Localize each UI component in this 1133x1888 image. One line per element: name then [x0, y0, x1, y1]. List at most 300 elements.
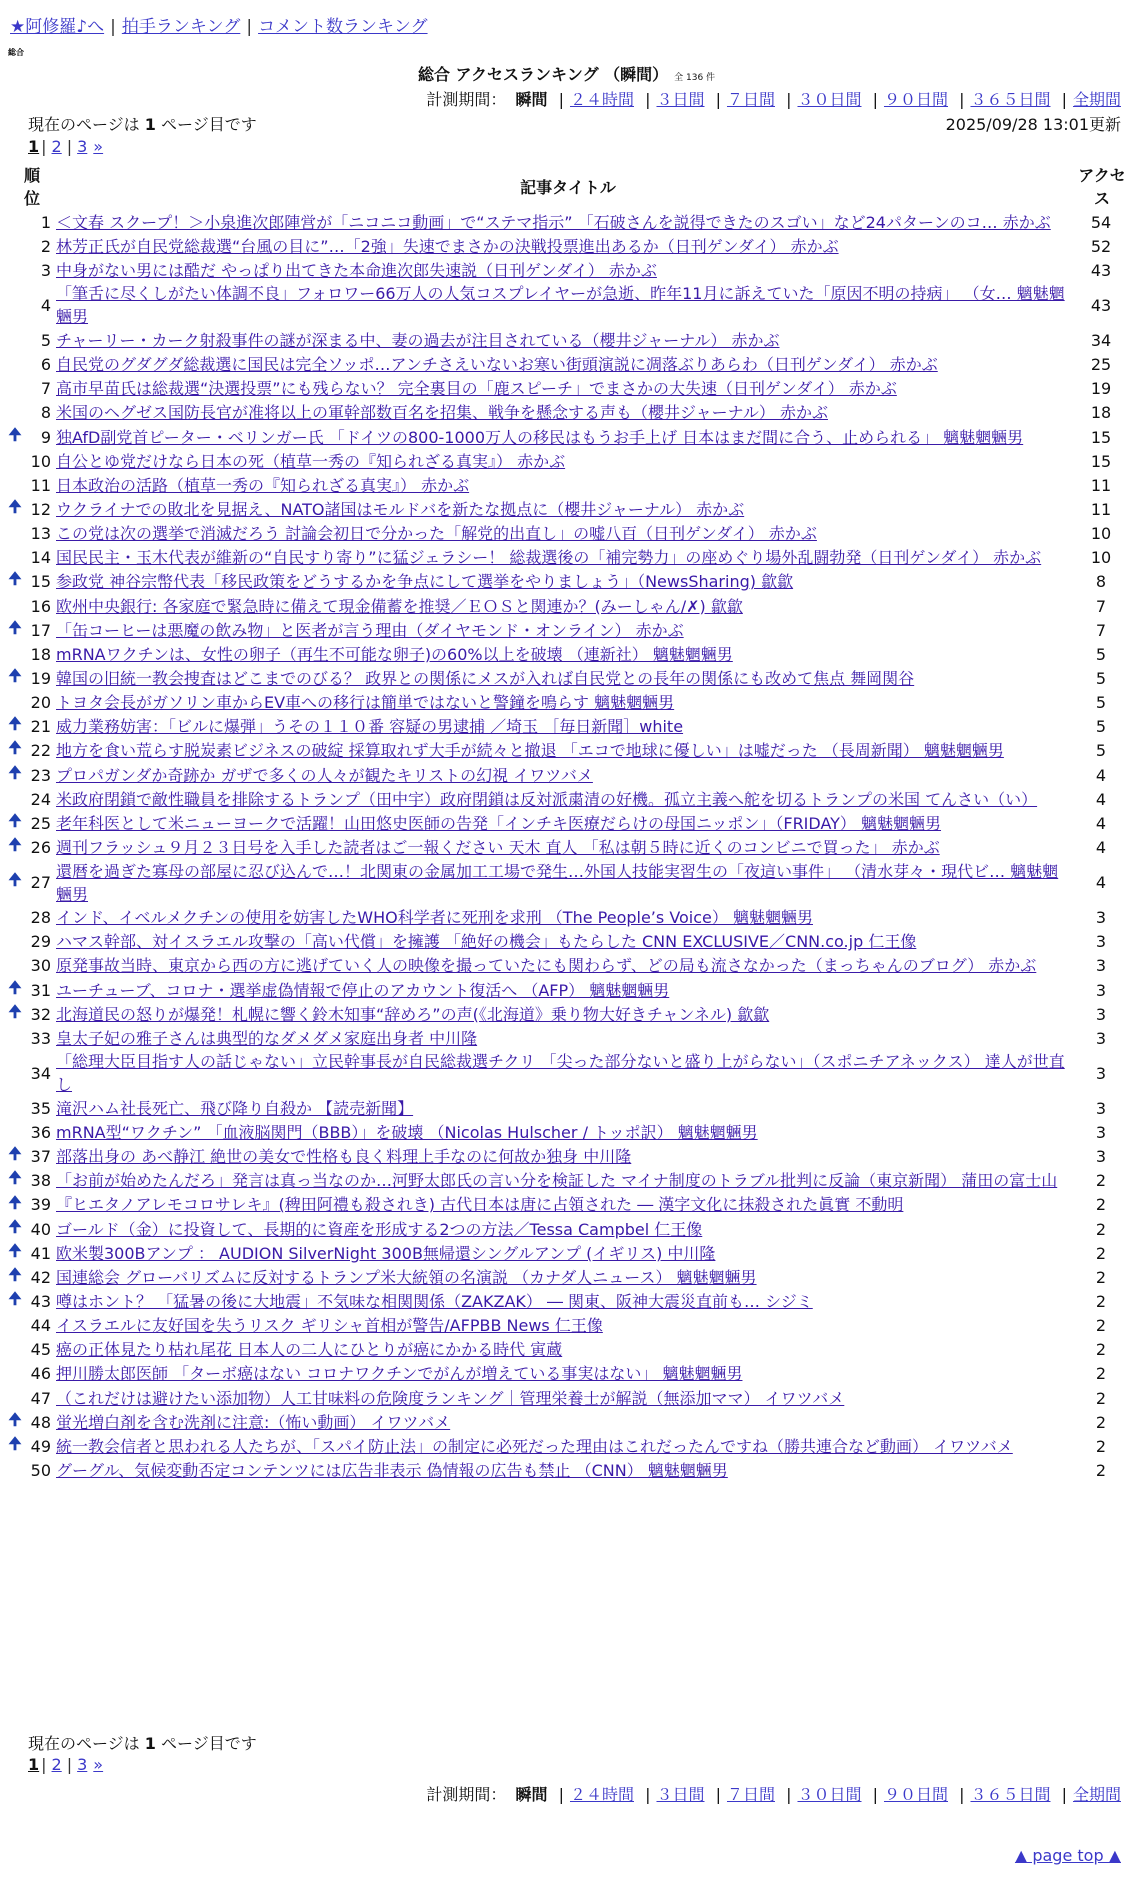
article-title-cell	[54, 667, 1069, 690]
article-title-cell	[54, 1411, 1069, 1434]
access-count: 2	[1095, 1219, 1107, 1239]
period-24h-link[interactable]: ２４時間	[569, 90, 634, 109]
article-title-cell	[54, 643, 1069, 666]
access-count: 52	[1090, 236, 1112, 256]
table-row	[0, 666, 1133, 690]
article-title-cell	[54, 1266, 1069, 1289]
article-title-cell	[54, 546, 1069, 569]
ranking-table	[0, 210, 1133, 1483]
table-row	[0, 954, 1133, 978]
rank-number: 22	[30, 741, 51, 761]
table-row	[0, 739, 1133, 763]
rank-number: 43	[30, 1292, 51, 1312]
access-count: 25	[1090, 355, 1112, 375]
article-link[interactable]: 高市早苗氏は総裁選“決選投票”にも残らない？ 完全裏目の「鹿スピーチ」でまさかの大失速（日刊ゲンダイ） 赤かぶ	[56, 379, 897, 399]
article-link[interactable]: 欧州中央銀行: 各家庭で緊急時に備えて現金備蓄を推奨／ＥＯＳと関連か？(みーしゃん/✗) 歙歙	[56, 596, 743, 616]
table-row	[0, 1193, 1133, 1217]
top-nav	[10, 12, 428, 37]
access-count: 3	[1095, 1063, 1107, 1083]
article-title-cell	[54, 1193, 1069, 1216]
article-link[interactable]: 部落出身の あべ静江 絶世の美女で性格も良く料理上手なのに何故か独身 中川隆	[56, 1147, 632, 1167]
access-count: 4	[1095, 765, 1107, 785]
rank-number: 49	[30, 1436, 51, 1456]
table-row	[0, 497, 1133, 521]
article-link[interactable]: ＜文春 スクープ！＞小泉進次郎陣営が「ニコニコ動画」で“ステマ指示” 「石破さんを説得できたのスゴい」など24パターンのコ… 赤かぶ	[56, 212, 1051, 232]
table-row	[0, 835, 1133, 859]
article-link[interactable]: 「お前が始めたんだろ」発言は真っ当なのか…河野太郎氏の言い分を検証した マイナ制度のトラブル批判に反論（東京新聞） 蒲田の富士山	[56, 1171, 1058, 1191]
article-title-cell	[54, 329, 1069, 352]
rank-number: 18	[30, 644, 51, 664]
table-row	[0, 210, 1133, 234]
access-count: 10	[1090, 524, 1112, 544]
table-row	[0, 1050, 1133, 1096]
article-title-cell	[54, 522, 1069, 545]
up-arrow-icon: 🠉	[8, 569, 22, 589]
article-link[interactable]: 統一教会信者と思われる人たちが、「スパイ防止法」の制定に必死だった理由はこれだったんですね（勝共連合など動画） イワツバメ	[56, 1436, 1013, 1456]
rank-number: 27	[30, 873, 51, 893]
period-selector-bottom: 計測期間： 瞬間 | ２４時間 | ３日間 | ７日間 | ３０日間 | ９０日間 | ３６５日間 | 全期間	[426, 1785, 1121, 1804]
page-top-link-wrap	[1015, 1846, 1121, 1865]
access-count: 5	[1095, 644, 1107, 664]
article-title-cell	[54, 930, 1069, 953]
article-title-cell	[54, 812, 1069, 835]
rank-number: 35	[30, 1098, 51, 1118]
up-arrow-icon: 🠉	[8, 714, 22, 734]
article-link[interactable]: チャーリー・カーク射殺事件の謎が深まる中、妻の過去が注目されている（櫻井ジャーナル） 赤かぶ	[56, 330, 780, 350]
pager-page-2[interactable]: 2	[51, 1755, 62, 1774]
period-selector-top: 計測期間： 瞬間 | ２４時間 | ３日間 | ７日間 | ３０日間 | ９０日間 | ３６５日間 | 全期間	[426, 90, 1121, 109]
article-title-cell	[54, 1242, 1069, 1265]
article-title-cell	[54, 1145, 1069, 1168]
article-link[interactable]: プロパガンダか奇跡か ガザで多くの人々が観たキリストの幻視 イワツバメ	[56, 765, 593, 785]
article-link[interactable]: 米政府閉鎖で敵性職員を排除するトランプ（田中宇）政府閉鎖は反対派粛清の好機。孤立主義へ舵を切るトランプの米国 てんさい（い）	[56, 789, 1038, 809]
rank-number: 9	[40, 427, 51, 447]
article-title-cell	[54, 1362, 1069, 1385]
access-count: 5	[1095, 693, 1107, 713]
article-title-cell	[54, 1097, 1069, 1120]
access-count: 4	[1095, 789, 1107, 809]
access-count: 19	[1090, 379, 1112, 399]
article-title-cell	[54, 353, 1069, 376]
pager-current: 1	[28, 137, 40, 156]
rank-number: 14	[30, 548, 51, 568]
up-arrow-icon: 🠉	[8, 1409, 22, 1429]
period-3d-link[interactable]: ３日間	[656, 90, 705, 109]
table-row	[0, 1338, 1133, 1362]
article-link[interactable]: 自民党のグダグダ総裁選に国民は完全ソッポ…アンチさえいないお寒い街頭演説に凋落ぶりあらわ（日刊ゲンダイ） 赤かぶ	[56, 355, 938, 375]
pager-next[interactable]: »	[93, 137, 104, 156]
article-link[interactable]: 週刊フラッシュ９月２３日号を入手した読者はご一報ください 天木 直人 「私は朝５時に近くのコンビニで買った」 赤かぶ	[56, 837, 940, 857]
rank-number: 1	[40, 212, 51, 232]
article-title-cell	[54, 1338, 1069, 1361]
article-title-cell	[54, 259, 1069, 282]
article-link[interactable]: 自公とゆ党だけなら日本の死（植草一秀の『知られざる真実』） 赤かぶ	[56, 451, 566, 471]
table-row	[0, 1386, 1133, 1410]
article-link[interactable]: 『ヒエタノアレモコロサレキ』(稗田阿禮も殺されき) 古代日本は唐に占領された ― 漢字文化に抹殺された眞實 不動明	[56, 1195, 904, 1215]
rank-number: 30	[30, 956, 51, 976]
article-link[interactable]: 地方を食い荒らす脱炭素ビジネスの破綻 採算取れず大手が続々と撤退 「エコで地球に優しい」は嘘だった （長周新聞） 魑魅魍魎男	[56, 741, 1004, 761]
access-count: 2	[1095, 1316, 1107, 1336]
period-90d-link[interactable]: ９０日間	[883, 90, 948, 109]
pager-page-3[interactable]: 3	[77, 1755, 88, 1774]
access-count: 3	[1095, 908, 1107, 928]
article-link[interactable]: イスラエルに友好国を失うリスク ギリシャ首相が警告/AFPBB News 仁王像	[56, 1316, 603, 1336]
access-count: 34	[1090, 330, 1112, 350]
article-link[interactable]: ウクライナでの敗北を見据え、NATO諸国はモルドバを新たな拠点に（櫻井ジャーナル） 赤かぶ	[56, 499, 745, 519]
article-link[interactable]: 「筆舌に尽くしがたい体調不良」フォロワー66万人の人気コスプレイヤーが急逝、昨年11月に訴えていた「原因不明の持病」 （女… 魑魅魍魎男	[56, 284, 1065, 327]
up-arrow-icon: 🠉	[8, 617, 22, 637]
table-row	[0, 860, 1133, 906]
access-count: 2	[1095, 1364, 1107, 1384]
period-30d-link[interactable]: ３０日間	[797, 90, 862, 109]
table-row	[0, 763, 1133, 787]
access-count: 3	[1095, 932, 1107, 952]
access-count: 7	[1095, 620, 1107, 640]
period-all-link[interactable]: 全期間	[1072, 1785, 1121, 1804]
article-link[interactable]: 威力業務妨害：「ビルに爆弾」うその１１０番 容疑の男逮捕 ／埼玉 ［毎日新聞］white	[56, 717, 684, 737]
table-row	[0, 811, 1133, 835]
access-count: 3	[1095, 1004, 1107, 1024]
table-row	[0, 1026, 1133, 1050]
rank-number: 11	[30, 475, 51, 495]
access-count: 8	[1095, 572, 1107, 592]
current-page-top: 現在のページは 1 ページ目です	[28, 115, 257, 134]
access-count: 2	[1095, 1195, 1107, 1215]
table-row	[0, 787, 1133, 811]
article-title-cell	[54, 1314, 1069, 1337]
article-title-cell	[54, 860, 1069, 906]
pager-bottom: 1 | 2 | 3 »	[28, 1755, 104, 1774]
article-link[interactable]: 滝沢ハム社長死亡、飛び降り自殺か 【読売新聞】	[56, 1098, 414, 1118]
table-row	[0, 353, 1133, 377]
table-row	[0, 1265, 1133, 1289]
applause-ranking-link[interactable]: 拍手ランキング	[121, 17, 241, 37]
rank-number: 12	[30, 499, 51, 519]
article-link[interactable]: 独AfD副党首ピーター・ベリンガー氏 「ドイツの800-1000万人の移民はもうお手上げ 日本はまだ間に合う、止められる」 魑魅魍魎男	[56, 427, 1024, 447]
table-row	[0, 258, 1133, 282]
access-count: 2	[1095, 1388, 1107, 1408]
period-3d-link[interactable]: ３日間	[656, 1785, 705, 1804]
article-title-cell	[54, 1387, 1069, 1410]
total-count: 全 136 件	[674, 73, 716, 83]
table-row	[0, 930, 1133, 954]
period-label: 計測期間：	[426, 1785, 507, 1804]
article-link[interactable]: mRNA型“ワクチン” 「血液脳関門（BBB）」を破壊 （Nicolas Hulscher / トッポ訳） 魑魅魍魎男	[56, 1123, 758, 1143]
access-count: 2	[1095, 1461, 1107, 1481]
pager-page-2[interactable]: 2	[51, 137, 62, 156]
table-row	[0, 1410, 1133, 1434]
rank-number: 29	[30, 932, 51, 952]
up-arrow-icon: 🠉	[8, 1144, 22, 1164]
table-row	[0, 1145, 1133, 1169]
article-title-cell	[54, 788, 1069, 811]
up-arrow-icon: 🠉	[8, 424, 22, 444]
article-title-cell	[54, 498, 1069, 521]
access-count: 4	[1095, 813, 1107, 833]
rank-number: 21	[30, 717, 51, 737]
article-title-cell	[54, 1003, 1069, 1026]
up-arrow-icon: 🠉	[8, 1216, 22, 1236]
article-title-cell	[54, 282, 1069, 328]
table-row	[0, 1458, 1133, 1482]
table-row	[0, 1096, 1133, 1120]
article-link[interactable]: 原発事故当時、東京から西の方に逃げていく人の映像を撮っていたにも関わらず、どの局も流さなかった（まっちゃんのブログ） 赤かぶ	[56, 956, 1037, 976]
article-title-cell	[54, 426, 1069, 449]
table-row	[0, 1169, 1133, 1193]
pager-top: 1 | 2 | 3 »	[28, 137, 104, 156]
article-title-cell	[54, 377, 1069, 400]
article-link[interactable]: グーグル、気候変動否定コンテンツには広告非表示 偽情報の広告も禁止 （CNN） 魑魅魍魎男	[56, 1461, 728, 1481]
table-row	[0, 1002, 1133, 1026]
article-link[interactable]: mRNAワクチンは、女性の卵子（再生不可能な卵子)の60%以上を破壊 （連新社） 魑魅魍魎男	[56, 644, 733, 664]
article-title-cell	[54, 764, 1069, 787]
article-link[interactable]: 蛍光増白剤を含む洗剤に注意:（怖い動画） イワツバメ	[56, 1412, 451, 1432]
access-count: 5	[1095, 668, 1107, 688]
table-row	[0, 546, 1133, 570]
article-link[interactable]: インド、イベルメクチンの使用を妨害したWHO科学者に死刑を求刑 （The People’s Voice） 魑魅魍魎男	[56, 908, 813, 928]
article-link[interactable]: （これだけは避けたい添加物）人工甘味料の危険度ランキング｜管理栄養士が解説（無添加ママ） イワツバメ	[56, 1388, 845, 1408]
nav-separator: |	[110, 17, 116, 37]
article-title-cell	[54, 836, 1069, 859]
rank-number: 38	[30, 1171, 51, 1191]
article-link[interactable]: 欧米製300Bアンプ ： AUDION SilverNight 300B無帰還シングルアンプ (イギリス) 中川隆	[56, 1243, 716, 1263]
access-count: 18	[1090, 403, 1112, 423]
access-count: 5	[1095, 741, 1107, 761]
period-365d-link[interactable]: ３６５日間	[970, 1785, 1051, 1804]
access-count: 54	[1090, 212, 1112, 232]
rank-number: 7	[40, 379, 51, 399]
rank-number: 10	[30, 451, 51, 471]
access-count: 2	[1095, 1340, 1107, 1360]
access-count: 2	[1095, 1171, 1107, 1191]
table-row	[0, 234, 1133, 258]
article-link[interactable]: 「総理大臣目指す人の話じゃない」立民幹事長が自民総裁選チクリ 「尖った部分ないと盛り上がらない」（スポニチアネックス） 達人が世直し	[56, 1052, 1065, 1095]
rank-number: 20	[30, 693, 51, 713]
header-title: 記事タイトル	[520, 178, 616, 197]
access-count: 2	[1095, 1412, 1107, 1432]
article-link[interactable]: 癌の正体見たり枯れ尾花 日本人の二人にひとりが癌にかかる時代 寅蔵	[56, 1340, 563, 1360]
access-count: 15	[1090, 451, 1112, 471]
article-link[interactable]: 押川勝太郎医師 「ターボ癌はない コロナワクチンでがんが増えている事実はない」 魑魅魍魎男	[56, 1364, 743, 1384]
article-link[interactable]: 「缶コーヒーは悪魔の飲み物」と医者が言う理由（ダイヤモンド・オンライン） 赤かぶ	[56, 620, 684, 640]
table-row	[0, 906, 1133, 930]
rank-number: 13	[30, 524, 51, 544]
article-link[interactable]: 米国のヘグゼス国防長官が准将以上の軍幹部数百名を招集、戦争を懸念する声も（櫻井ジャーナル） 赤かぶ	[56, 403, 828, 423]
access-count: 10	[1090, 548, 1112, 568]
access-count: 4	[1095, 873, 1107, 893]
article-link[interactable]: 還暦を過ぎた寡母の部屋に忍び込んで…！北関東の金属加工工場で発生…外国人技能実習生の「夜這い事件」 （清水芽々・現代ビ… 魑魅魍魎男	[56, 861, 1059, 904]
updated-timestamp: 2025/09/28 13:01更新	[945, 115, 1121, 134]
rank-number: 4	[40, 295, 51, 315]
rank-number: 37	[30, 1147, 51, 1167]
article-link[interactable]: この党は次の選挙で消滅だろう 討論会初日で分かった「解党的出直し」の嘘八百（日刊ゲンダイ） 赤かぶ	[56, 524, 817, 544]
table-row	[0, 1289, 1133, 1313]
rank-number: 32	[30, 1004, 51, 1024]
rank-number: 47	[30, 1388, 51, 1408]
article-title-cell	[54, 1459, 1069, 1482]
rank-number: 17	[30, 620, 51, 640]
table-row	[0, 401, 1133, 425]
article-link[interactable]: 国連総会 グローバリズムに反対するトランプ米大統領の名演説 （カナダ人ニュース） 魑魅魍魎男	[56, 1267, 757, 1287]
rank-number: 23	[30, 765, 51, 785]
period-all-link[interactable]: 全期間	[1072, 90, 1121, 109]
rank-number: 3	[40, 260, 51, 280]
access-count: 2	[1095, 1292, 1107, 1312]
rank-number: 41	[30, 1243, 51, 1263]
article-link[interactable]: 北海道民の怒りが爆発！札幌に響く鈴木知事“辞めろ”の声(《北海道》乗り物大好きチャンネル) 歙歙	[56, 1004, 770, 1024]
article-link[interactable]: 韓国の旧統一教会捜査はどこまでのびる？ 政界との関係にメスが入れば自民党との長年の関係にも改めて焦点 舞岡関谷	[56, 668, 915, 688]
table-row	[0, 1121, 1133, 1145]
period-365d-link[interactable]: ３６５日間	[970, 90, 1051, 109]
article-link[interactable]: ユーチューブ、コロナ・選挙虚偽情報で停止のアカウント復活へ （AFP） 魑魅魍魎男	[56, 980, 670, 1000]
article-title-cell	[54, 715, 1069, 738]
rank-number: 44	[30, 1316, 51, 1336]
table-row	[0, 449, 1133, 473]
article-title-cell	[54, 1435, 1069, 1458]
up-arrow-icon: 🠉	[8, 1264, 22, 1284]
rank-number: 50	[30, 1461, 51, 1481]
article-link[interactable]: ゴールド（金）に投資して、長期的に資産を形成する2つの方法／Tessa Campbel 仁王像	[56, 1219, 703, 1239]
current-page-bottom: 現在のページは 1 ページ目です	[28, 1734, 257, 1753]
article-link[interactable]: 皇太子妃の雅子さんは典型的なダメダメ家庭出身者 中川隆	[56, 1028, 478, 1048]
table-row	[0, 1362, 1133, 1386]
rank-number: 15	[30, 572, 51, 592]
rank-number: 16	[30, 596, 51, 616]
up-arrow-icon: 🠉	[8, 1289, 22, 1309]
page-top-link[interactable]: ▲ page top ▲	[1014, 1846, 1121, 1865]
article-title-cell	[54, 1027, 1069, 1050]
article-title-cell	[54, 906, 1069, 929]
rank-number: 39	[30, 1195, 51, 1215]
rank-number: 33	[30, 1028, 51, 1048]
rank-number: 8	[40, 403, 51, 423]
up-arrow-icon: 🠉	[8, 977, 22, 997]
table-row	[0, 1434, 1133, 1458]
up-arrow-icon: 🠉	[8, 1240, 22, 1260]
access-count: 3	[1095, 1123, 1107, 1143]
article-link[interactable]: 噂はホント？ 「猛暑の後に大地震」不気味な相関関係（ZAKZAK） ― 関東、阪神大震災直前も… シジミ	[56, 1292, 813, 1312]
pager-current: 1	[28, 1755, 40, 1774]
article-link[interactable]: 日本政治の活路（植草一秀の『知られざる真実』） 赤かぶ	[56, 475, 470, 495]
rank-number: 2	[40, 236, 51, 256]
rank-number: 45	[30, 1340, 51, 1360]
article-title-cell	[54, 1218, 1069, 1241]
article-title-cell	[54, 401, 1069, 424]
rank-number: 46	[30, 1364, 51, 1384]
table-row	[0, 642, 1133, 666]
header-access: アクセス	[1078, 166, 1126, 208]
up-arrow-icon: 🠉	[8, 496, 22, 516]
up-arrow-icon: 🠉	[8, 762, 22, 782]
table-row	[0, 282, 1133, 328]
article-link[interactable]: トヨタ会長がガソリン車からEV車への移行は簡単ではないと警鐘を鳴らす 魑魅魍魎男	[56, 693, 675, 713]
rank-number: 5	[40, 330, 51, 350]
article-title-cell	[54, 450, 1069, 473]
article-link[interactable]: 国民民主・玉木代表が維新の“自民すり寄り”に猛ジェラシー！ 総裁選後の「補完勢力」の座めぐり場外乱闘勃発（日刊ゲンダイ） 赤かぶ	[56, 548, 1042, 568]
home-link[interactable]: ★阿修羅♪へ	[10, 17, 105, 37]
page-title-row	[0, 62, 1133, 85]
page-title: 総合 アクセスランキング （瞬間）	[417, 65, 669, 84]
article-title-cell	[54, 595, 1069, 618]
rank-number: 6	[40, 355, 51, 375]
pager-next[interactable]: »	[93, 1755, 104, 1774]
rank-number: 26	[30, 837, 51, 857]
up-arrow-icon: 🠉	[8, 870, 22, 890]
access-count: 3	[1095, 1028, 1107, 1048]
article-link[interactable]: 中身がない男には酷だ やっぱり出てきた本命進次郎失速説（日刊ゲンダイ） 赤かぶ	[56, 260, 657, 280]
up-arrow-icon: 🠉	[8, 665, 22, 685]
header-rank: 順位	[23, 166, 40, 208]
article-link[interactable]: ハマス幹部、対イスラエル攻撃の「高い代償」を擁護 「絶好の機会」もたらした CNN EXCLUSIVE／CNN.co.jp 仁王像	[56, 932, 917, 952]
rank-number: 19	[30, 668, 51, 688]
rank-number: 25	[30, 813, 51, 833]
access-count: 11	[1090, 475, 1112, 495]
period-30d-link[interactable]: ３０日間	[797, 1785, 862, 1804]
up-arrow-icon: 🠉	[8, 1168, 22, 1188]
access-count: 3	[1095, 1147, 1107, 1167]
table-row	[0, 978, 1133, 1002]
article-title-cell	[54, 1290, 1069, 1313]
period-7d-link[interactable]: ７日間	[726, 90, 775, 109]
article-link[interactable]: 参政党 神谷宗幣代表「移民政策をどうするかを争点にして選挙をやりましょう」（NewsSharing) 歙歙	[56, 572, 794, 592]
access-count: 7	[1095, 596, 1107, 616]
article-title-cell	[54, 979, 1069, 1002]
up-arrow-icon: 🠉	[8, 1001, 22, 1021]
table-row	[0, 691, 1133, 715]
article-title-cell	[54, 1050, 1069, 1096]
table-row	[0, 1217, 1133, 1241]
period-7d-link[interactable]: ７日間	[726, 1785, 775, 1804]
article-link[interactable]: 林芳正氏が自民党総裁選“台風の目に”…「2強」失速でまさかの決戦投票進出あるか（日刊ゲンダイ） 赤かぶ	[56, 236, 839, 256]
rank-number: 34	[30, 1063, 51, 1083]
article-link[interactable]: 老年科医として米ニューヨークで活躍！山田悠史医師の告発「インチキ医療だらけの母国ニッポン」（FRIDAY） 魑魅魍魎男	[56, 813, 942, 833]
period-24h-link[interactable]: ２４時間	[569, 1785, 634, 1804]
article-title-cell	[54, 1121, 1069, 1144]
article-title-cell	[54, 1169, 1069, 1192]
access-count: 2	[1095, 1243, 1107, 1263]
article-title-cell	[54, 474, 1069, 497]
article-title-cell	[54, 211, 1069, 234]
table-row	[0, 618, 1133, 642]
up-arrow-icon: 🠉	[8, 1433, 22, 1453]
access-count: 3	[1095, 1098, 1107, 1118]
table-row	[0, 377, 1133, 401]
category-label: 総合	[8, 48, 24, 57]
table-row	[0, 1241, 1133, 1265]
rank-number: 24	[30, 789, 51, 809]
table-row	[0, 594, 1133, 618]
period-label: 計測期間：	[426, 90, 507, 109]
article-title-cell	[54, 619, 1069, 642]
access-count: 5	[1095, 717, 1107, 737]
rank-number: 40	[30, 1219, 51, 1239]
access-count: 3	[1095, 980, 1107, 1000]
pager-page-3[interactable]: 3	[77, 137, 88, 156]
rank-number: 36	[30, 1123, 51, 1143]
table-row	[0, 473, 1133, 497]
comment-ranking-link[interactable]: コメント数ランキング	[258, 17, 428, 37]
access-count: 43	[1090, 260, 1112, 280]
up-arrow-icon: 🠉	[8, 810, 22, 830]
article-title-cell	[54, 691, 1069, 714]
table-row	[0, 715, 1133, 739]
access-count: 2	[1095, 1436, 1107, 1456]
up-arrow-icon: 🠉	[8, 1192, 22, 1212]
period-current: 瞬間	[515, 1785, 548, 1804]
table-row	[0, 570, 1133, 594]
period-90d-link[interactable]: ９０日間	[883, 1785, 948, 1804]
rank-number: 42	[30, 1267, 51, 1287]
